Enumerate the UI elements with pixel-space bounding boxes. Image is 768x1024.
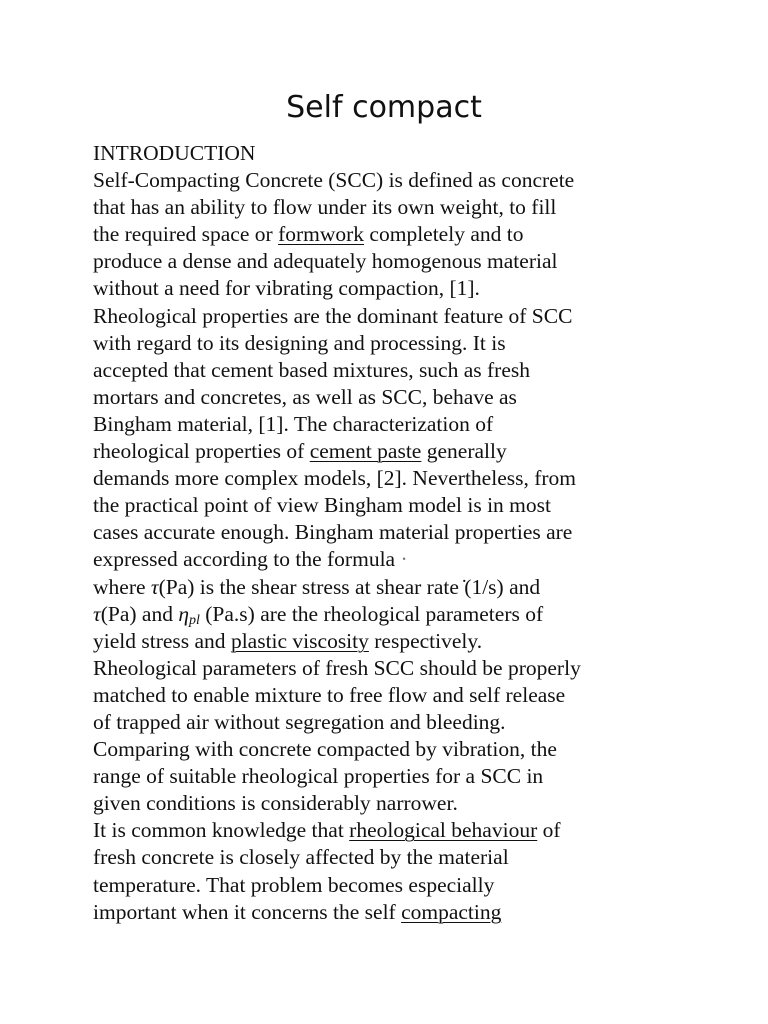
tau-symbol: τ — [93, 601, 101, 626]
text-span: rheological properties of — [93, 439, 310, 464]
text-line: Bingham material, [1]. The characterization of — [93, 411, 494, 436]
text-span: the required space or — [93, 222, 279, 247]
text-span: (Pa.s) are the rheological parameters of — [199, 601, 544, 626]
text-line: range of suitable rheological properties for a SCC in — [93, 764, 544, 789]
text-line: the practical point of view Bingham model is in most — [93, 493, 551, 518]
plastic-viscosity-link[interactable]: plastic viscosity — [230, 628, 369, 653]
text-line: accepted that cement based mixtures, such as fresh — [93, 357, 530, 382]
text-line — [93, 438, 693, 465]
text-line: matched to enable mixture to free flow and self release — [93, 682, 566, 707]
text-line — [93, 546, 693, 573]
text-line: that has an ability to flow under its own weight, to fill — [93, 195, 557, 220]
text-line — [93, 628, 693, 655]
text-span: (Pa) is the shear stress at shear rate — [158, 574, 465, 599]
text-line: produce a dense and adequately homogenous material — [93, 249, 558, 274]
text-span: expressed according to the formula — [93, 547, 401, 572]
eta-subscript: pl — [189, 612, 200, 628]
text-line: without a need for vibrating compaction, [1]. — [93, 276, 480, 301]
text-span: It is common knowledge that — [93, 818, 350, 843]
text-line: Self-Compacting Concrete (SCC) is defined as concrete — [93, 168, 575, 193]
text-line — [93, 574, 693, 601]
text-line: temperature. That problem becomes especially — [93, 872, 495, 897]
text-span: respectively. — [368, 628, 483, 653]
text-line: cases accurate enough. Bingham material properties are — [93, 520, 573, 545]
rheological-behaviour-link[interactable]: rheological behaviour — [349, 818, 538, 843]
formwork-link[interactable]: formwork — [278, 222, 365, 247]
text-line: given conditions is considerably narrower. — [93, 791, 458, 816]
text-line: mortars and concretes, as well as SCC, behave as — [93, 384, 517, 409]
compacting-link[interactable]: compacting — [401, 899, 502, 924]
text-span: completely and to — [364, 222, 524, 247]
text-line: Rheological parameters of fresh SCC should be properly — [93, 655, 581, 680]
text-line: with regard to its designing and processing. It is — [93, 330, 506, 355]
text-span: (1/s) and — [464, 574, 541, 599]
text-span: (Pa) and — [100, 601, 179, 626]
cement-paste-link[interactable]: cement paste — [309, 439, 422, 464]
text-span: important when it concerns the self — [93, 899, 402, 924]
text-span: where — [93, 574, 151, 599]
document-body — [93, 140, 693, 926]
text-line — [93, 601, 693, 628]
section-heading: INTRODUCTION — [93, 141, 256, 165]
text-line — [93, 817, 693, 844]
text-span: of — [537, 818, 561, 843]
eta-symbol: η — [178, 601, 189, 626]
document-title: Self compact — [286, 90, 482, 125]
text-line: demands more complex models, [2]. Nevertheless, from — [93, 466, 577, 491]
text-line — [93, 221, 693, 248]
text-line — [93, 899, 693, 926]
text-span: yield stress and — [93, 628, 231, 653]
text-line: Rheological properties are the dominant feature of SCC — [93, 303, 573, 328]
text-line: Comparing with concrete compacted by vibration, the — [93, 737, 557, 762]
formula-placeholder: · — [400, 547, 408, 572]
text-line: fresh concrete is closely affected by the material — [93, 845, 509, 870]
text-span: generally — [421, 439, 507, 464]
text-line: of trapped air without segregation and bleeding. — [93, 709, 506, 734]
tau-symbol: τ — [150, 574, 159, 599]
